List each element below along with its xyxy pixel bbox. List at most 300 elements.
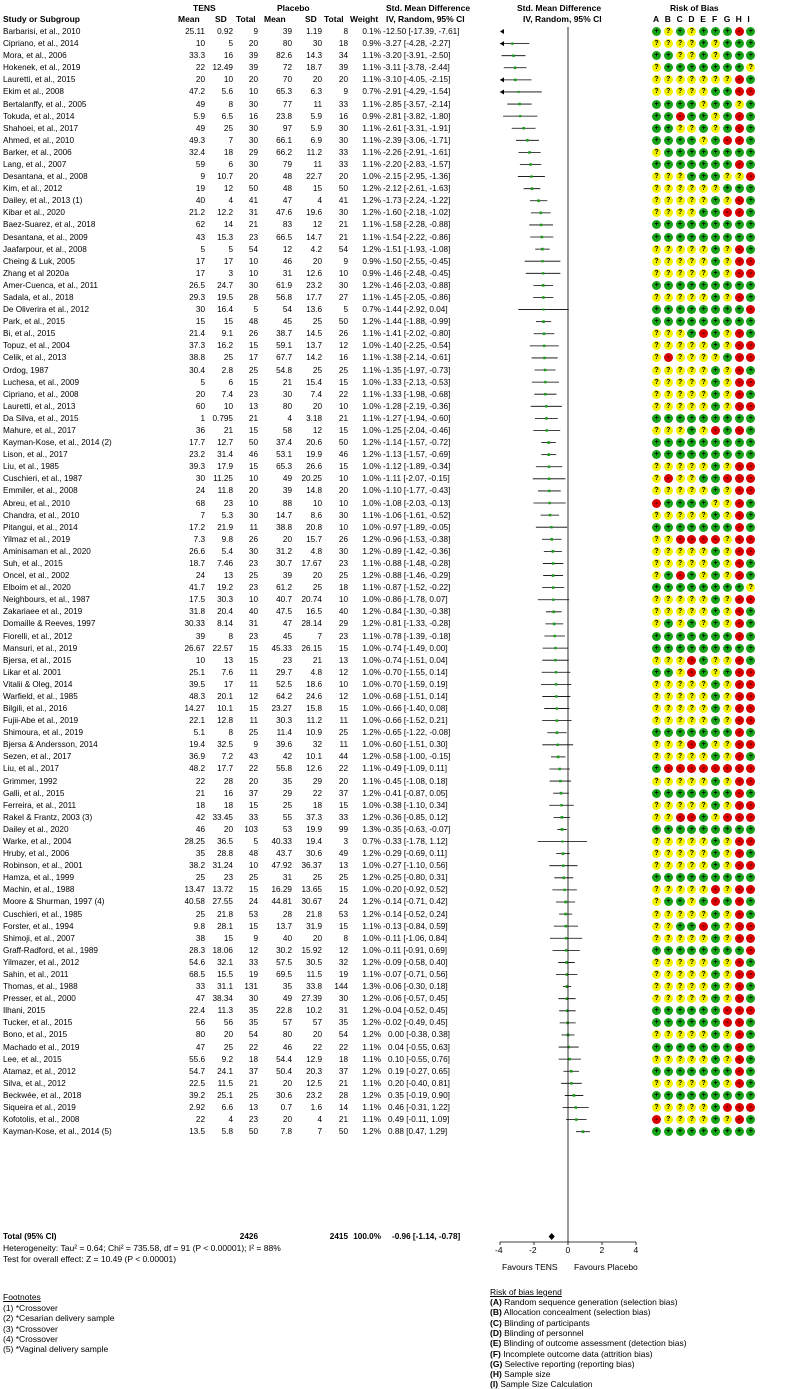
rob-judgement-dot: + (711, 801, 720, 810)
placebo-total: 50 (338, 317, 348, 327)
tens-sd: 13 (223, 571, 233, 581)
tens-mean: 41.7 (189, 583, 205, 593)
placebo-mean: 59.1 (276, 341, 292, 351)
tens-total: 15 (248, 704, 258, 714)
study-name: Kayman-Kose, et al., 2014 (2) (3, 438, 112, 448)
table-row (0, 87, 790, 96)
placebo-sd: 5.9 (310, 123, 322, 133)
study-name: Warke, et al., 2004 (3, 837, 72, 847)
study-name: Chandra, et al., 2010 (3, 510, 80, 520)
rob-judgement-dot: - (735, 499, 744, 508)
placebo-sd: 14.8 (306, 486, 322, 496)
tens-total: 25 (248, 571, 258, 581)
weight: 0.7% (362, 87, 381, 97)
rob-legend-key: (A) (490, 1297, 502, 1307)
table-row (0, 462, 790, 471)
weight: 1.2% (362, 317, 381, 327)
tens-sd: 16 (223, 51, 233, 61)
tens-mean: 1 (200, 413, 205, 423)
rob-judgement-dot: + (699, 1127, 708, 1136)
table-row (0, 281, 790, 290)
placebo-mean: 20 (282, 534, 292, 544)
study-name: Liu, et al., 1985 (3, 462, 59, 472)
placebo-sd: 32 (312, 740, 322, 750)
rob-judgement-dot: + (652, 789, 661, 798)
tens-sd: 5 (228, 39, 233, 49)
rob-judgement-dot: ? (687, 378, 696, 387)
rob-judgement-dot: ? (652, 994, 661, 1003)
rob-legend-text: Allocation concealment (selection bias) (501, 1307, 651, 1318)
rob-judgement-dot: ? (723, 910, 732, 919)
rob-judgement-dot: + (746, 656, 755, 665)
rob-judgement-dot: + (735, 1091, 744, 1100)
tens-sd: 7.6 (221, 667, 233, 677)
table-row (0, 366, 790, 375)
table-row (0, 644, 790, 653)
rob-judgement-dot: ? (723, 619, 732, 628)
rob-judgement-dot: ? (687, 257, 696, 266)
rob-judgement-dot: ? (676, 885, 685, 894)
rob-judgement-dot: - (735, 535, 744, 544)
weight: 1.2% (362, 849, 381, 859)
study-name: Cipriano, et al., 2008 (3, 389, 79, 399)
rob-judgement-dot: ? (711, 75, 720, 84)
smd-ci: -0.09 [-0.58, 0.40] (383, 957, 448, 967)
smd-ci: -12.50 [-17.39, -7.61] (383, 27, 460, 36)
weight: 0.7% (362, 837, 381, 847)
rob-judgement-dot: + (711, 281, 720, 290)
placebo-mean: 70 (282, 75, 292, 85)
rob-judgement-dot: + (676, 644, 685, 653)
rob-judgement-dot: - (746, 486, 755, 495)
placebo-sd: 36.37 (301, 861, 322, 871)
rob-judgement-dot: + (652, 1018, 661, 1027)
rob-judgement-dot: ? (664, 970, 673, 979)
rob-judgement-dot: ? (652, 813, 661, 822)
tens-sd: 2.8 (221, 365, 233, 375)
rob-judgement-dot: + (676, 825, 685, 834)
rob-judgement-dot: ? (687, 861, 696, 870)
rob-judgement-dot: ? (652, 922, 661, 931)
table-row (0, 704, 790, 713)
tens-total: 10 (248, 595, 258, 605)
weight: 1.1% (362, 292, 381, 302)
study-name: Park, et al., 2015 (3, 317, 65, 327)
smd-ci: -0.97 [-1.89, -0.05] (383, 522, 451, 532)
tens-total: 13 (248, 401, 258, 411)
smd-ci: -0.06 [-0.57, 0.45] (383, 994, 448, 1004)
rob-judgement-dot: ? (676, 75, 685, 84)
smd-ci: -0.78 [-1.39, -0.18] (383, 631, 451, 641)
placebo-sd: 14.5 (306, 329, 322, 339)
rob-judgement-dot: - (735, 837, 744, 846)
rob-judgement-dot: ? (664, 245, 673, 254)
table-row (0, 63, 790, 72)
weight: 1.2% (362, 873, 381, 883)
tens-sd: 11.8 (217, 486, 233, 496)
rob-legend-item (490, 1369, 550, 1379)
rob-judgement-dot: + (735, 450, 744, 459)
table-row (0, 208, 790, 217)
smd-ci: -0.41 [-0.87, 0.05] (383, 788, 448, 798)
rob-judgement-dot: + (711, 994, 720, 1003)
tens-sd: 6.5 (221, 111, 233, 121)
rob-judgement-dot: - (735, 1018, 744, 1027)
rob-judgement-dot: + (676, 233, 685, 242)
rob-judgement-dot: ? (687, 607, 696, 616)
rob-judgement-dot: + (699, 172, 708, 181)
placebo-sd: 24.6 (306, 691, 322, 701)
rob-judgement-dot: + (664, 305, 673, 314)
study-name: Siqueira et al., 2019 (3, 1103, 76, 1112)
placebo-total: 31 (338, 1006, 348, 1016)
rob-judgement-dot: - (735, 692, 744, 701)
placebo-sd: 27.39 (301, 994, 322, 1004)
rob-judgement-dot: + (746, 1091, 755, 1100)
rob-judgement-dot: ? (664, 208, 673, 217)
placebo-total: 10 (338, 401, 348, 411)
study-name: Desantana, et al., 2009 (3, 232, 88, 242)
rob-judgement-dot: ? (652, 656, 661, 665)
rob-judgement-dot: ? (676, 245, 685, 254)
tens-sd: 38.34 (212, 994, 233, 1004)
rob-judgement-dot: - (746, 1006, 755, 1015)
placebo-total: 15 (338, 885, 348, 895)
rob-judgement-dot: + (746, 438, 755, 447)
rob-judgement-dot: + (746, 233, 755, 242)
rob-judgement-dot: ? (652, 87, 661, 96)
tens-total: 15 (248, 341, 258, 351)
tens-total: 10 (248, 87, 258, 97)
rob-judgement-dot: + (687, 789, 696, 798)
tens-mean: 7.3 (193, 534, 205, 544)
rob-judgement-dot: - (664, 764, 673, 773)
table-row (0, 668, 790, 677)
rob-judgement-dot: + (699, 1006, 708, 1015)
rob-judgement-dot: ? (664, 958, 673, 967)
placebo-mean-header: Mean (264, 14, 286, 24)
rob-judgement-dot: + (699, 148, 708, 157)
tens-sd: 8 (228, 631, 233, 641)
tens-mean: 25 (195, 909, 205, 919)
study-name: Aminisaman et al., 2020 (3, 546, 91, 556)
rob-judgement-dot: + (676, 100, 685, 109)
rob-judgement-dot: ? (699, 861, 708, 870)
placebo-sd: 6.9 (310, 135, 322, 145)
rob-judgement-dot: ? (652, 293, 661, 302)
placebo-total: 14 (338, 1103, 348, 1112)
table-row (0, 571, 790, 580)
tens-total: 31 (248, 619, 258, 629)
smd-ci: -1.28 [-2.19, -0.36] (383, 401, 451, 411)
weight: 1.1% (362, 583, 381, 593)
tens-total: 9 (253, 740, 258, 750)
smd-ci: -1.27 [-1.94, -0.60] (383, 413, 451, 423)
tens-total: 10 (248, 256, 258, 266)
rob-judgement-dot: ? (652, 148, 661, 157)
rob-letter-b: B (664, 14, 671, 24)
rob-judgement-dot: ? (699, 970, 708, 979)
rob-judgement-dot: ? (735, 100, 744, 109)
placebo-mean: 47 (282, 196, 292, 206)
rob-judgement-dot: + (711, 100, 720, 109)
x-tick-label: -4 (495, 1245, 503, 1255)
rob-judgement-dot: + (687, 426, 696, 435)
table-row (0, 789, 790, 798)
rob-judgement-dot: + (723, 27, 732, 36)
rob-judgement-dot: - (711, 764, 720, 773)
table-row (0, 994, 790, 1003)
rob-judgement-dot: + (652, 946, 661, 955)
rob-judgement-dot: - (735, 607, 744, 616)
rob-judgement-dot: + (699, 1018, 708, 1027)
tens-total: 50 (248, 1127, 258, 1137)
placebo-mean: 20 (282, 1115, 292, 1125)
placebo-mean: 57.5 (276, 957, 292, 967)
rob-judgement-dot: - (735, 341, 744, 350)
placebo-total: 27 (338, 292, 348, 302)
rob-judgement-dot: + (711, 704, 720, 713)
rob-judgement-dot: ? (699, 366, 708, 375)
placebo-sd: 11.2 (306, 147, 322, 157)
placebo-mean: 0.7 (280, 1103, 292, 1112)
placebo-total: 3 (343, 837, 348, 847)
rob-judgement-dot: ? (676, 680, 685, 689)
tens-mean: 17 (195, 256, 205, 266)
rob-judgement-dot: - (735, 958, 744, 967)
placebo-mean: 31.2 (276, 546, 292, 556)
study-name: Amer-Cuenca, et al., 2011 (3, 280, 98, 290)
rob-judgement-dot: ? (652, 619, 661, 628)
rob-judgement-dot: + (746, 897, 755, 906)
rob-judgement-dot: ? (687, 994, 696, 1003)
rob-judgement-dot: + (664, 1067, 673, 1076)
rob-judgement-dot: ? (723, 837, 732, 846)
table-row (0, 1030, 790, 1039)
rob-judgement-dot: + (711, 571, 720, 580)
rob-judgement-dot: ? (676, 1079, 685, 1088)
smd-ci: -0.13 [-0.84, 0.59] (383, 921, 448, 931)
placebo-sd: 12.9 (306, 1054, 322, 1064)
weight-header: Weight (350, 14, 379, 24)
rob-judgement-dot: ? (676, 994, 685, 1003)
rob-judgement-dot: + (652, 438, 661, 447)
tens-sd: 20.4 (217, 607, 233, 617)
study-name: Bono, et al., 2015 (3, 1030, 68, 1040)
tens-total: 26 (248, 534, 258, 544)
placebo-sd: 25 (312, 317, 322, 327)
rob-judgement-dot: + (699, 897, 708, 906)
tens-header: TENS (193, 3, 216, 13)
study-name: Emmiler, et al., 2008 (3, 486, 78, 496)
smd-ci: 0.46 [-0.31, 1.22] (388, 1103, 450, 1112)
rob-judgement-dot: - (746, 764, 755, 773)
tens-sd: 11.5 (217, 1078, 233, 1088)
placebo-mean: 29 (282, 788, 292, 798)
weight: 1.1% (362, 413, 381, 423)
placebo-total: 21 (338, 232, 348, 242)
rob-judgement-dot: ? (676, 402, 685, 411)
smd-ci: -1.44 [-2.92, 0.04] (383, 305, 448, 315)
rob-judgement-dot: ? (723, 1079, 732, 1088)
study-name: Bi, et al., 2015 (3, 329, 56, 339)
tens-sd: 5.3 (221, 510, 233, 520)
placebo-sd: 19.9 (306, 824, 322, 834)
tens-total: 23 (248, 1115, 258, 1125)
rob-judgement-dot: + (711, 1103, 720, 1112)
rob-judgement-dot: - (735, 486, 744, 495)
placebo-sd: 20 (312, 571, 322, 581)
placebo-sd: 57 (312, 1018, 322, 1028)
tens-sd: 6 (228, 377, 233, 387)
smd-ci: -1.06 [-1.61, -0.52] (383, 510, 451, 520)
rob-judgement-dot: + (664, 789, 673, 798)
rob-judgement-dot: ? (687, 801, 696, 810)
weight: 1.0% (362, 643, 381, 653)
smd-ci: -2.61 [-3.31, -1.91] (383, 123, 451, 133)
smd-ci: -1.54 [-2.22, -0.86] (383, 232, 451, 242)
placebo-sd: 6.3 (310, 87, 322, 97)
study-name: Sezen, et al., 2017 (3, 752, 72, 762)
rob-judgement-dot: ? (687, 366, 696, 375)
rob-judgement-dot: ? (699, 75, 708, 84)
rob-judgement-dot: ? (652, 196, 661, 205)
rob-judgement-dot: + (711, 160, 720, 169)
rob-judgement-dot: + (711, 849, 720, 858)
rob-judgement-dot: + (711, 837, 720, 846)
weight: 1.1% (362, 329, 381, 339)
placebo-sd: 7 (317, 1127, 322, 1137)
study-name: Lison, et al., 2017 (3, 450, 68, 460)
rob-judgement-dot: + (723, 353, 732, 362)
rob-judgement-dot: - (687, 813, 696, 822)
rob-judgement-dot: ? (676, 378, 685, 387)
rob-judgement-dot: + (676, 27, 685, 36)
table-row (0, 535, 790, 544)
rob-judgement-dot: ? (723, 329, 732, 338)
rob-judgement-dot: + (687, 160, 696, 169)
placebo-mean: 23 (282, 655, 292, 665)
rob-judgement-dot: + (664, 281, 673, 290)
rob-judgement-dot: - (746, 172, 755, 181)
rob-judgement-dot: + (746, 499, 755, 508)
rob-judgement-dot: ? (652, 595, 661, 604)
rob-judgement-dot: + (664, 100, 673, 109)
rob-judgement-dot: ? (746, 63, 755, 72)
placebo-sd: 37.3 (306, 812, 322, 822)
rob-judgement-dot: + (687, 619, 696, 628)
study-name: Tokuda, et al., 2014 (3, 111, 75, 121)
rob-judgement-dot: - (735, 269, 744, 278)
weight: 1.1% (362, 135, 381, 145)
rob-judgement-dot: + (723, 825, 732, 834)
total-weight: 100.0% (353, 1232, 381, 1241)
rob-judgement-dot: + (687, 1127, 696, 1136)
smd-ci: -0.66 [-1.40, 0.08] (383, 704, 448, 714)
placebo-sd: 4 (317, 1115, 322, 1125)
tens-mean: 39.3 (189, 462, 205, 472)
rob-judgement-dot: ? (723, 499, 732, 508)
rob-judgement-dot: + (711, 329, 720, 338)
rob-judgement-dot: ? (711, 124, 720, 133)
rob-judgement-dot: - (746, 740, 755, 749)
rob-judgement-dot: + (652, 873, 661, 882)
rob-judgement-dot: ? (687, 184, 696, 193)
placebo-mean: 66.2 (276, 147, 292, 157)
weight: 1.0% (362, 462, 381, 472)
rob-judgement-dot: ? (723, 402, 732, 411)
placebo-total: 30 (338, 208, 348, 218)
tens-total: 25 (248, 728, 258, 738)
placebo-total: 35 (338, 1018, 348, 1028)
tens-mean: 23.2 (189, 450, 205, 460)
study-name: Desantana, et al., 2008 (3, 172, 88, 182)
study-name: Shimoji, et al., 2007 (3, 933, 75, 943)
rob-judgement-dot: + (746, 160, 755, 169)
tens-sd: 28.1 (217, 921, 233, 931)
weight: 1.0% (362, 885, 381, 895)
tens-mean: 22 (195, 1115, 205, 1125)
tens-sd: 28 (223, 776, 233, 786)
placebo-total: 34 (338, 51, 348, 61)
rob-judgement-dot: ? (652, 378, 661, 387)
rob-judgement-dot: + (652, 220, 661, 229)
tens-sd: 24.1 (217, 1066, 233, 1076)
rob-judgement-dot: - (687, 656, 696, 665)
placebo-sd: 17.67 (301, 558, 322, 568)
placebo-total: 9 (343, 256, 348, 266)
rob-judgement-dot: - (746, 535, 755, 544)
rob-judgement-dot: ? (676, 196, 685, 205)
placebo-mean: 23.8 (276, 111, 292, 121)
rob-judgement-dot: + (652, 317, 661, 326)
rob-judgement-dot: ? (687, 39, 696, 48)
placebo-mean: 49 (282, 474, 292, 484)
heterogeneity-text: Heterogeneity: Tau² = 0.64; Chi² = 735.58, df = 91 (P < 0.00001); I² = 88% (3, 1243, 281, 1253)
rob-judgement-dot: ? (711, 112, 720, 121)
smd-ci: -1.11 [-2.07, -0.15] (383, 474, 450, 484)
weight: 1.0% (362, 377, 381, 387)
tens-mean: 19.4 (189, 740, 205, 750)
rob-judgement-dot: ? (711, 499, 720, 508)
placebo-total: 26 (338, 534, 348, 544)
placebo-sd: 30.67 (301, 897, 322, 907)
rob-judgement-dot: + (664, 728, 673, 737)
rob-judgement-dot: - (723, 208, 732, 217)
tens-sd: 11.3 (217, 1006, 233, 1016)
rob-judgement-dot: + (699, 160, 708, 169)
rob-legend-item (490, 1297, 678, 1307)
rob-judgement-dot: - (735, 897, 744, 906)
weight: 1.2% (362, 1006, 381, 1016)
tens-total: 31 (248, 208, 258, 218)
rob-judgement-dot: + (664, 825, 673, 834)
study-name: Sadala, et al., 2018 (3, 292, 74, 302)
placebo-mean: 97 (282, 123, 292, 133)
rob-judgement-dot: + (687, 499, 696, 508)
tens-total: 43 (248, 752, 258, 762)
placebo-total: 30 (338, 546, 348, 556)
rob-judgement-dot: ? (699, 994, 708, 1003)
tens-sd: 31.4 (217, 450, 233, 460)
rob-judgement-dot: ? (687, 752, 696, 761)
weight: 1.2% (362, 788, 381, 798)
rob-judgement-dot: - (723, 474, 732, 483)
weight: 1.3% (362, 982, 381, 992)
placebo-total: 23 (338, 558, 348, 568)
study-name: Machado et al., 2019 (3, 1042, 80, 1052)
study-name: Robinson, et al., 2001 (3, 861, 83, 871)
